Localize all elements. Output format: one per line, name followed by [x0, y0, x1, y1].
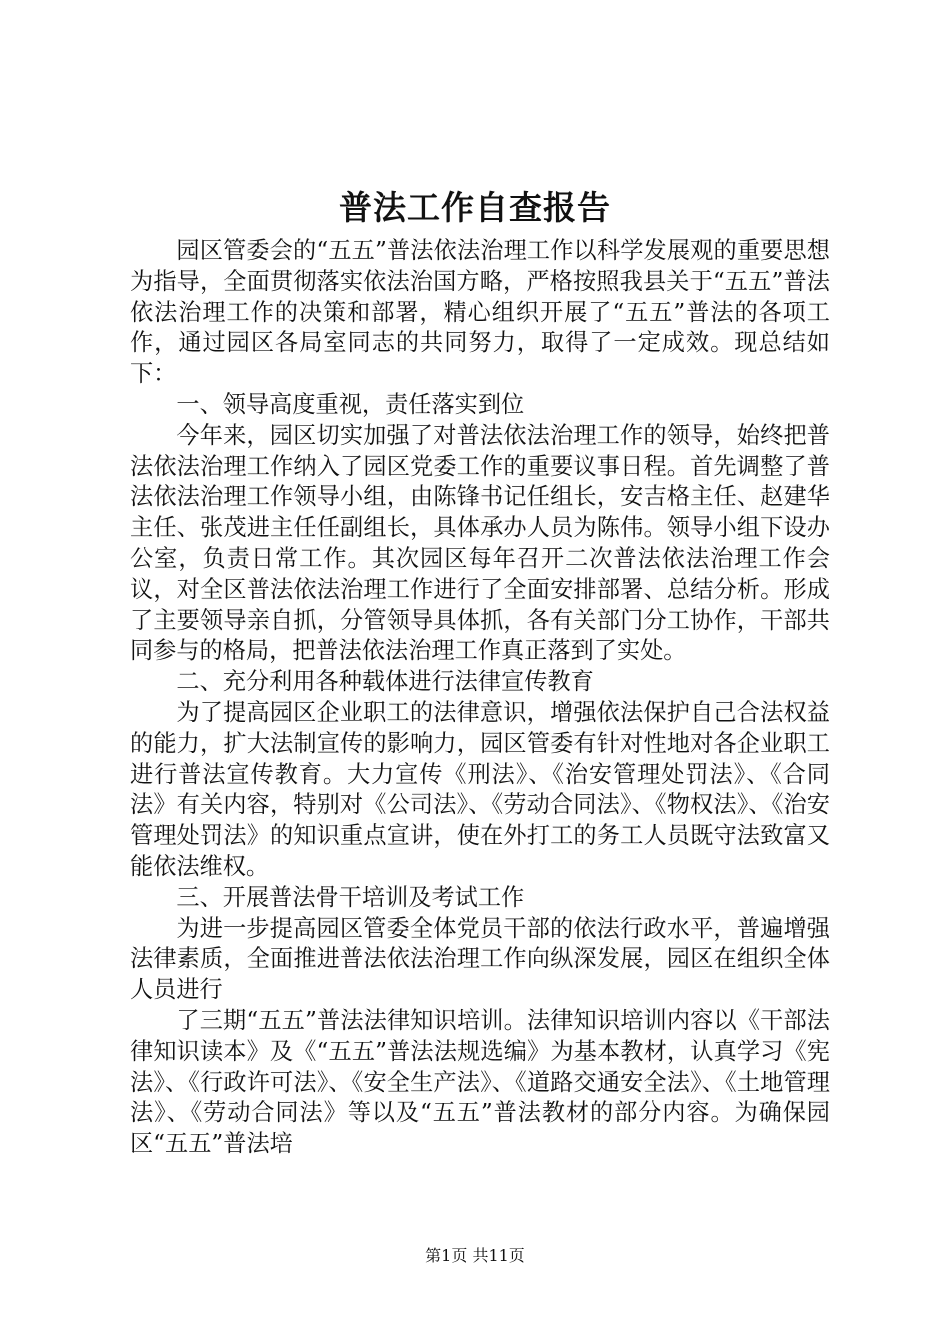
paragraph-section-3b: 了三期“五五”普法法律知识培训。法律知识培训内容以《干部法律知识读本》及《“五五”普法法规选编》为基本教材，认真学习《宪法》、《行政许可法》、《安全生产法》、《道路交通安全法》、《土地管理法》、《劳动合同法》等以及“五五”普法教材的部分内容。为确保园区“五五”普法培 [130, 1006, 830, 1158]
paragraph-section-1: 今年来，园区切实加强了对普法依法治理工作的领导，始终把普法依法治理工作纳入了园区党委工作的重要议事日程。首先调整了普法依法治理工作领导小组，由陈锋书记任组长，安吉格主任、赵建华主任、张茂进主任任副组长，具体承办人员为陈伟。领导小组下设办公室，负责日常工作。其次园区每年召开二次普法依法治理工作会议，对全区普法依法治理工作进行了全面安排部署、总结分析。形成了主要领导亲自抓，分管领导具体抓，各有关部门分工协作，干部共同参与的格局，把普法依法治理工作真正落到了实处。 [130, 421, 830, 665]
paragraph-section-2: 为了提高园区企业职工的法律意识，增强依法保护自己合法权益的能力，扩大法制宣传的影响力，园区管委有针对性地对各企业职工进行普法宣传教育。大力宣传《刑法》、《治安管理处罚法》、《合同法》有关内容，特别对《公司法》、《劳动合同法》、《物权法》、《治安管理处罚法》的知识重点宣讲，使在外打工的务工人员既守法致富又能依法维权。 [130, 698, 830, 880]
section-heading-3: 三、开展普法骨干培训及考试工作 [176, 883, 525, 911]
page-footer: 第1页 共11页 [425, 1246, 525, 1265]
paragraph-section-3a: 为进一步提高园区管委全体党员干部的依法行政水平，普遍增强法律素质，全面推进普法依法治理工作向纵深发展，园区在组织全体人员进行 [130, 914, 830, 1004]
paragraph-intro: 园区管委会的“五五”普法依法治理工作以科学发展观的重要思想为指导，全面贯彻落实依法治国方略，严格按照我县关于“五五”普法依法治理工作的决策和部署，精心组织开展了“五五”普法的各项工作，通过园区各局室同志的共同努力，取得了一定成效。现总结如下： [130, 237, 830, 388]
section-heading-1: 一、领导高度重视，责任落实到位 [176, 390, 525, 418]
document-title: 普法工作自查报告 [339, 188, 611, 227]
section-heading-2: 二、充分利用各种载体进行法律宣传教育 [176, 668, 594, 696]
document-body [130, 236, 830, 1160]
